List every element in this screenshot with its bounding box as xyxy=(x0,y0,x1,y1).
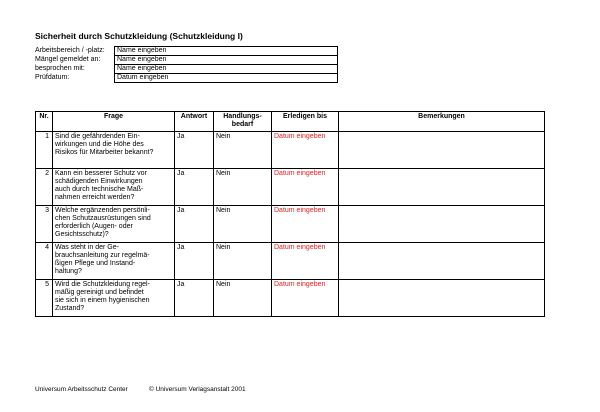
meta-row-pruefdatum xyxy=(35,74,338,83)
pruefdatum-field[interactable]: Datum eingeben xyxy=(115,74,338,83)
column-header-erledigen: Erledigen bis xyxy=(272,112,339,132)
table-header-row xyxy=(36,112,545,132)
due-date-field[interactable]: Datum eingeben xyxy=(272,243,339,280)
question-text: Was steht in der Ge- brauchsanleitung zur regelmä- ßigen Pflege und Instand- haltung? xyxy=(53,243,175,280)
action-required-cell[interactable]: Nein xyxy=(214,243,272,280)
besprochen-mit-field[interactable]: Name eingeben xyxy=(115,65,338,74)
meta-row-besprochen xyxy=(35,65,338,74)
action-required-cell[interactable]: Nein xyxy=(214,132,272,169)
table-row xyxy=(36,280,545,317)
arbeitsbereich-field[interactable]: Name eingeben xyxy=(115,47,338,56)
column-header-antwort: Antwort xyxy=(175,112,214,132)
column-header-nr: Nr. xyxy=(36,112,53,132)
table-row xyxy=(36,206,545,243)
remarks-field[interactable] xyxy=(339,280,545,317)
checklist-table xyxy=(35,111,545,317)
due-date-field[interactable]: Datum eingeben xyxy=(272,280,339,317)
answer-cell[interactable]: Ja xyxy=(175,132,214,169)
row-number: 2 xyxy=(36,169,53,206)
row-number: 5 xyxy=(36,280,53,317)
meta-label: Arbeitsbereich / -platz: xyxy=(35,47,105,54)
meta-label: besprochen mit: xyxy=(35,65,85,72)
meta-row-arbeitsbereich xyxy=(35,47,338,56)
table-row xyxy=(36,169,545,206)
row-number: 3 xyxy=(36,206,53,243)
footer-copyright: © Universum Verlagsanstalt 2001 xyxy=(149,386,246,393)
remarks-field[interactable] xyxy=(339,132,545,169)
column-header-frage: Frage xyxy=(53,112,175,132)
row-number: 1 xyxy=(36,132,53,169)
question-text: Sind die gefährdenden Ein- wirkungen und die Höhe des Risikos für Mitarbeiter bekannt? xyxy=(53,132,175,169)
question-text: Kann ein besserer Schutz vor schädigenden Einwirkungen auch durch technische Maß- nahmen erreicht werden? xyxy=(53,169,175,206)
meta-row-maengel xyxy=(35,56,338,65)
due-date-field[interactable]: Datum eingeben xyxy=(272,206,339,243)
answer-cell[interactable]: Ja xyxy=(175,243,214,280)
column-header-bemerkungen: Bemerkungen xyxy=(339,112,545,132)
table-row xyxy=(36,132,545,169)
remarks-field[interactable] xyxy=(339,169,545,206)
answer-cell[interactable]: Ja xyxy=(175,169,214,206)
table-row xyxy=(36,243,545,280)
meta-label: Prüfdatum: xyxy=(35,74,70,81)
footer-left: Universum Arbeitsschutz Center xyxy=(35,386,128,393)
remarks-field[interactable] xyxy=(339,243,545,280)
action-required-cell[interactable]: Nein xyxy=(214,206,272,243)
due-date-field[interactable]: Datum eingeben xyxy=(272,132,339,169)
column-header-handlungsbedarf: Handlungs- bedarf xyxy=(214,112,272,132)
row-number: 4 xyxy=(36,243,53,280)
action-required-cell[interactable]: Nein xyxy=(214,280,272,317)
document-title: Sicherheit durch Schutzkleidung (Schutzkleidung I) xyxy=(35,31,243,41)
action-required-cell[interactable]: Nein xyxy=(214,169,272,206)
meta-table xyxy=(35,46,338,83)
maengel-gemeldet-field[interactable]: Name eingeben xyxy=(115,56,338,65)
meta-label: Mängel gemeldet an: xyxy=(35,56,101,63)
question-text: Welche ergänzenden persönli- chen Schutzausrüstungen sind erforderlich (Augen- oder Gesichtsschutz)? xyxy=(53,206,175,243)
answer-cell[interactable]: Ja xyxy=(175,280,214,317)
due-date-field[interactable]: Datum eingeben xyxy=(272,169,339,206)
remarks-field[interactable] xyxy=(339,206,545,243)
question-text: Wird die Schutzkleidung regel- mäßig gereinigt und befindet sie sich in einem hygienischen Zustand? xyxy=(53,280,175,317)
answer-cell[interactable]: Ja xyxy=(175,206,214,243)
